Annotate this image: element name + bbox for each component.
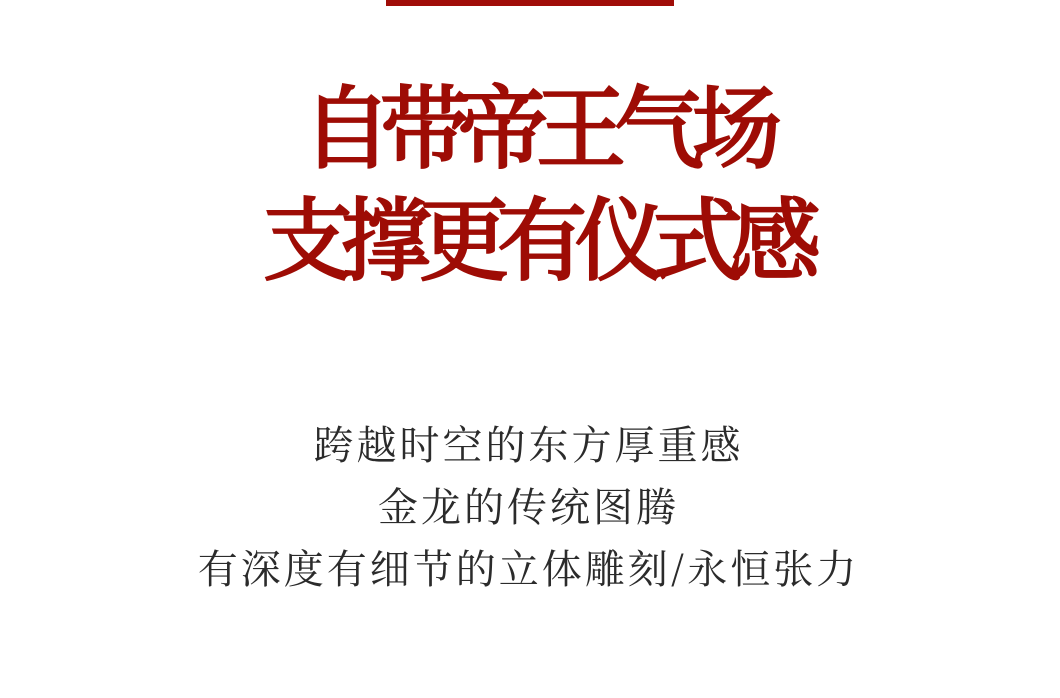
- headline-line-1: 自带帝王气场: [302, 76, 770, 182]
- subtext-line-1: 跨越时空的东方厚重感: [313, 423, 744, 469]
- subtext-line-2: 金龙的传统图腾: [378, 485, 679, 531]
- subtext-line-3: 有深度有细节的立体雕刻/永恒张力: [197, 547, 860, 593]
- headline: [0, 73, 1060, 297]
- headline-line-2: 支撑更有仪式感: [263, 188, 809, 294]
- top-red-bar: [386, 0, 674, 6]
- subtext: [0, 415, 1060, 601]
